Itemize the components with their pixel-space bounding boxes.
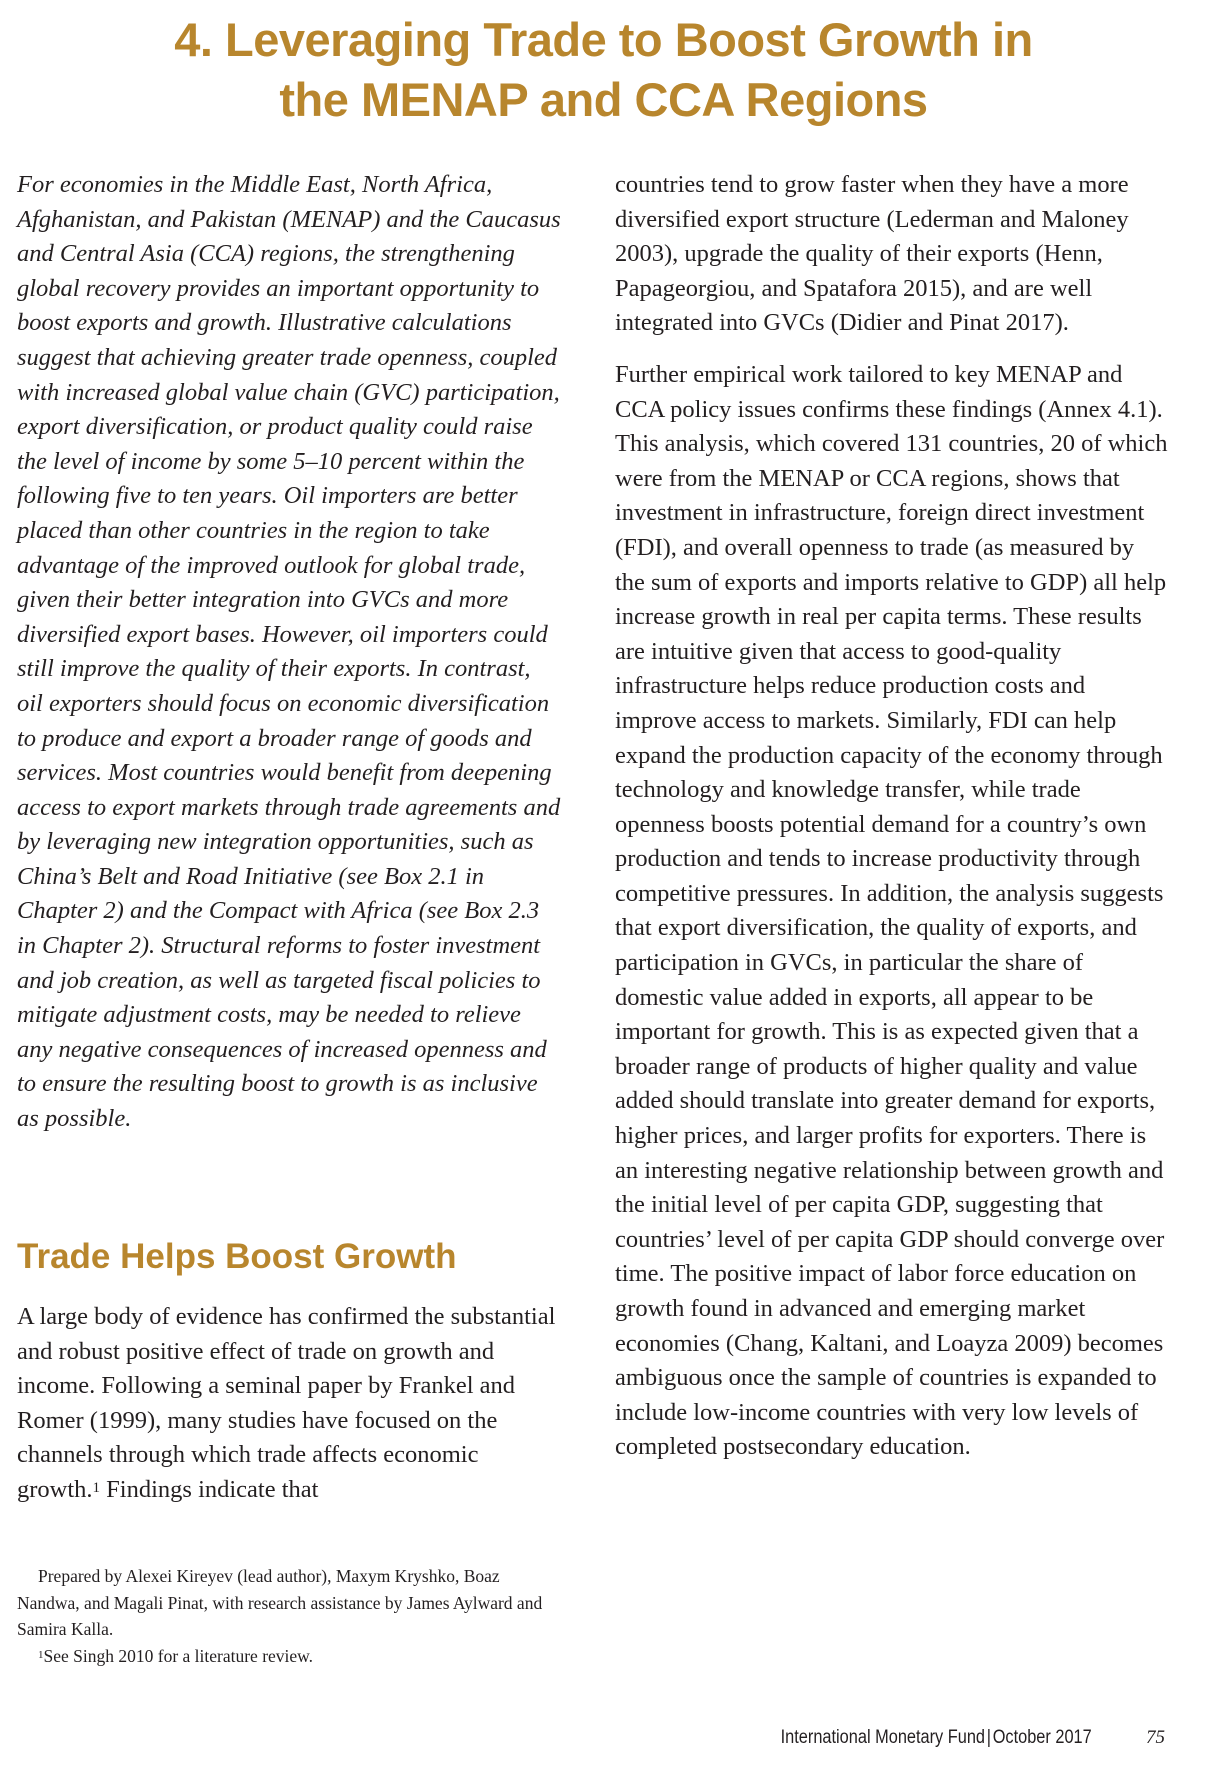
left-column [17, 168, 562, 1137]
page-footer [730, 1726, 1165, 1750]
footer-organization-text: International Monetary Fund [780, 1727, 986, 1748]
right-paragraph-1: countries tend to grow faster when they have a more diversified export structure (Lederman and Maloney 2003), upgrade the quality of their exports (Henn, Papageorgiou, and Spatafora 2015), and are well integrated into GVCs (Didier and Pinat 2017). [615, 171, 1129, 337]
footer-organization [781, 1726, 1092, 1750]
footnotes [17, 1563, 562, 1669]
section-paragraph-text: A large body of evidence has confirmed the substantial and robust positive effect of trade on growth and income. Following a seminal paper by Frankel and Romer (1999), many studies have focused on the channels through which trade affects economic growth. [17, 1303, 556, 1503]
footer-separator: | [987, 1727, 992, 1748]
right-paragraph-2: Further empirical work tailored to key MENAP and CCA policy issues confirms these findings (Annex 4.1). This analysis, which covered 131 countries, 20 of which were from the MENAP or CCA regions, shows that investment in infrastructure, foreign direct investment (FDI), and overall openness to trade (as measured by the sum of exports and imports relative to GDP) all help increase growth in real per capita terms. These results are intuitive given that access to good-quality infrastructure helps reduce production costs and improve access to markets. Similarly, FDI can help expand the production capacity of the economy through technology and knowledge transfer, while trade openness boosts potential demand for a country’s own production and tends to increase productivity through competitive pressures. In addition, the analysis suggests that export diversification, the quality of exports, and participation in GVCs, in particular the share of domestic value added in exports, all appear to be important for growth. This is as expected given that a broader range of products of higher quality and value added should translate into greater demand for exports, higher prices, and larger profits for exporters. There is an interesting negative relationship between growth and the initial level of per capita GDP, suggesting that countries’ level of per capita GDP should converge over time. The positive impact of labor force education on growth found in advanced and emerging market economies (Chang, Kaltani, and Loayza 2009) becomes ambiguous once the sample of countries is expanded to include low-income countries with very low levels of completed postsecondary education. [615, 360, 1168, 1461]
author-credit-footnote: Prepared by Alexei Kireyev (lead author), Maxym Kryshko, Boaz Nandwa, and Magali Pinat, with research assistance by James Aylward and Samira Kalla. [17, 1566, 543, 1639]
section-paragraph [17, 1300, 567, 1508]
footnote-1-text: See Singh 2010 for a literature review. [43, 1645, 314, 1666]
chapter-abstract: For economies in the Middle East, North Africa, Afghanistan, and Pakistan (MENAP) and the Caucasus and Central Asia (CCA) regions, the strengthening global recovery provides an important opportunity to boost exports and growth. Illustrative calculations suggest that achieving greater trade openness, coupled with increased global value chain (GVC) participation, export diversification, or product quality could raise the level of income by some 5–10 percent within the following five to ten years. Oil importers are better placed than other countries in the region to take advantage of the improved outlook for global trade, given their better integration into GVCs and more diversified export bases. However, oil importers could still improve the quality of their exports. In contrast, oil exporters should focus on economic diversification to produce and export a broader range of goods and services. Most countries would benefit from deepening access to export markets through trade agreements and by leveraging new integration opportunities, such as China’s Belt and Road Initiative (see Box 2.1 in Chapter 2) and the Compact with Africa (see Box 2.3 in Chapter 2). Structural reforms to foster investment and job creation, as well as targeted fiscal policies to mitigate adjustment costs, may be needed to relieve any negative consequences of increased openness and to ensure the resulting boost to growth is as inclusive as possible. [17, 171, 561, 1133]
chapter-title-line-1: 4. Leveraging Trade to Boost Growth in [174, 13, 1033, 66]
footer-date: October 2017 [992, 1727, 1092, 1748]
page-number: 75 [1146, 1727, 1165, 1748]
section-heading: Trade Helps Boost Growth [17, 1237, 457, 1276]
footnote-1 [17, 1643, 562, 1670]
chapter-title [0, 10, 1207, 130]
right-column [615, 168, 1170, 1465]
footnote-1-marker: 1 [38, 1648, 44, 1661]
section-paragraph-tail: Findings indicate that [100, 1475, 319, 1503]
chapter-title-line-2: the MENAP and CCA Regions [279, 73, 928, 126]
footnote-reference[interactable]: 1 [92, 1479, 101, 1496]
